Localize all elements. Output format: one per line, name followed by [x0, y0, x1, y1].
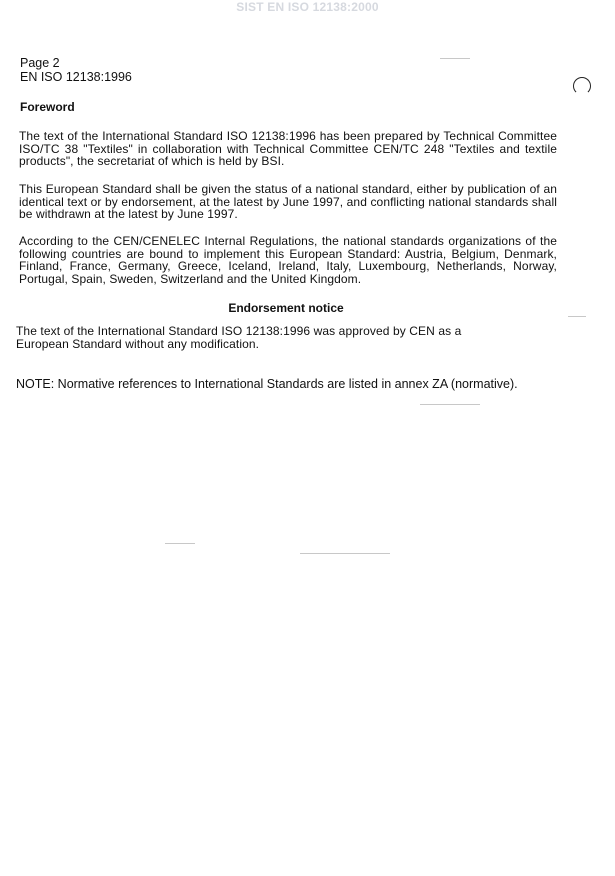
endorsement-text: The text of the International Standard ISO 12138:1996 was approved by CEN as a European Standard without any modification. [16, 324, 462, 351]
endorsement-heading: Endorsement notice [228, 301, 344, 315]
foreword-paragraph-1: The text of the International Standard ISO 12138:1996 has been prepared by Technical Committee ISO/TC 38 "Textiles" in collaboration with Technical Committee CEN/TC 248 "Textiles and textile products", the secretariat of which is held by BSI. [19, 129, 557, 168]
scan-speck [165, 543, 195, 544]
foreword-heading: Foreword [20, 100, 75, 114]
page-header [20, 56, 132, 84]
scan-speck [300, 553, 390, 554]
scan-speck [440, 58, 470, 59]
foreword-paragraph-2: This European Standard shall be given the status of a national standard, either by publication of an identical text or by endorsement, at the latest by June 1997, and conflicting national standards shall be withdrawn at the latest by June 1997. [19, 182, 557, 221]
scan-speck [420, 404, 480, 405]
watermark: SIST EN ISO 12138:2000 [236, 0, 379, 14]
page-number: Page 2 [20, 56, 60, 70]
standard-id: EN ISO 12138:1996 [20, 70, 132, 84]
scan-speck [568, 316, 586, 317]
foreword-paragraph-3: According to the CEN/CENELEC Internal Regulations, the national standards organizations of the following countries are bound to implement this European Standard: Austria, Belgium, Denmark, Finland, France, Germany, Greece, Iceland, Ireland, Italy, Luxembourg, Netherlands, Norway, Portugal, Spain, Sweden, Switzerland and the United Kingdom. [19, 234, 557, 286]
normative-note: NOTE: Normative references to International Standards are listed in annex ZA (normative). [16, 377, 518, 391]
corner-arc-mark [573, 77, 591, 95]
